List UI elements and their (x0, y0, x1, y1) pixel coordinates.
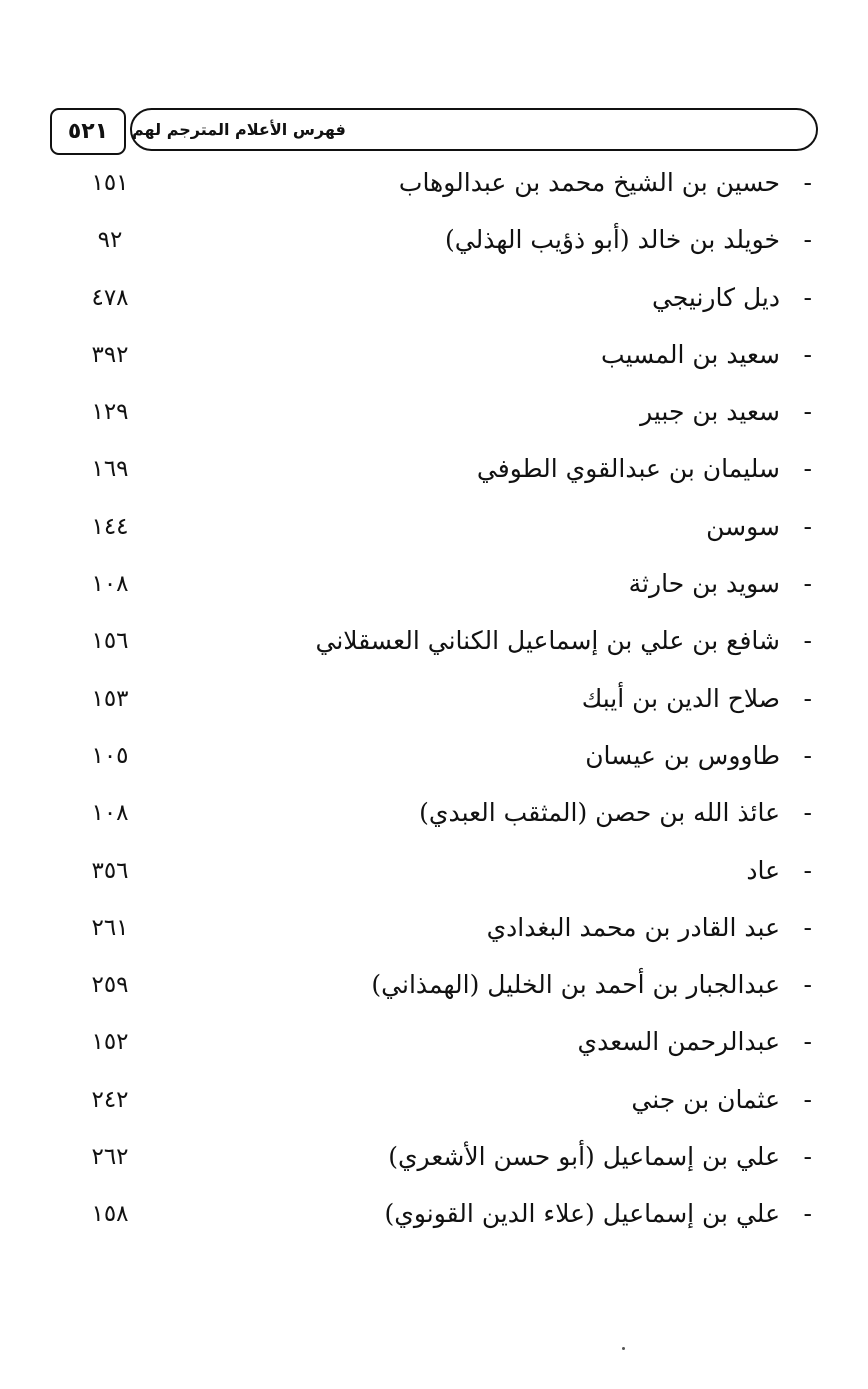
entry-dash: - (803, 683, 812, 713)
index-entry (50, 676, 820, 733)
entry-page-number: ١٠٨ (91, 571, 129, 598)
entry-name: حسين بن الشيخ محمد بن عبدالوهاب (398, 168, 780, 197)
index-list (50, 160, 820, 1249)
index-entry (50, 733, 820, 790)
entry-name: سعيد بن المسيب (601, 339, 780, 369)
entry-page-number: ٣٥٦ (91, 857, 129, 884)
entry-page-number: ١٥٦ (91, 628, 129, 655)
entry-name: شافع بن علي بن إسماعيل الكناني العسقلاني (315, 626, 780, 656)
index-entry (50, 962, 820, 1019)
entry-name: عبدالرحمن السعدي (577, 1027, 780, 1057)
index-entry (50, 504, 820, 561)
page-number: ٥٢١ (50, 108, 126, 155)
entry-dash: - (803, 1027, 812, 1057)
running-title: فهرس الأعلام المترجم لهم (130, 108, 818, 151)
entry-dash: - (803, 225, 812, 255)
entry-dash: - (803, 282, 812, 312)
entry-name: عثمان بن جني (631, 1084, 780, 1114)
entry-page-number: ١٤٤ (91, 513, 129, 540)
entry-dash: - (803, 855, 812, 885)
index-entry (50, 848, 820, 905)
entry-page-number: ١٥١ (91, 170, 129, 196)
entry-name: عائذ الله بن حصن (المثقب العبدي) (419, 798, 780, 828)
entry-dash: - (803, 511, 812, 541)
entry-name: ديل كارنيجي (651, 282, 780, 312)
page-speck (622, 1347, 625, 1350)
entry-dash: - (803, 912, 812, 942)
entry-name: علي بن إسماعيل (علاء الدين القونوي) (384, 1199, 780, 1229)
entry-page-number: ٢٦٢ (91, 1144, 129, 1171)
entry-page-number: ٤٧٨ (91, 284, 129, 311)
entry-page-number: ١٥٢ (91, 1029, 129, 1056)
entry-dash: - (803, 740, 812, 770)
entry-name: طاووس بن عيسان (585, 740, 780, 770)
entry-name: سوسن (706, 511, 780, 541)
page-header (50, 108, 822, 155)
index-entry (50, 389, 820, 446)
entry-dash: - (803, 168, 812, 197)
index-entry (50, 332, 820, 389)
index-entry (50, 160, 820, 217)
entry-dash: - (803, 569, 812, 599)
entry-dash: - (803, 798, 812, 828)
entry-page-number: ١٥٣ (91, 685, 129, 712)
index-entry (50, 217, 820, 274)
entry-dash: - (803, 339, 812, 369)
entry-page-number: ١٦٩ (91, 456, 129, 483)
entry-page-number: ١٢٩ (91, 399, 129, 426)
entry-name: خويلد بن خالد (أبو ذؤيب الهذلي) (445, 225, 780, 255)
index-entry (50, 790, 820, 847)
entry-name: سويد بن حارثة (628, 569, 780, 599)
entry-page-number: ٢٤٢ (91, 1086, 129, 1113)
entry-name: سعيد بن جبير (640, 397, 780, 427)
index-entry (50, 905, 820, 962)
index-entry (50, 275, 820, 332)
entry-page-number: ٩٢ (97, 227, 123, 254)
entry-page-number: ٢٥٩ (91, 972, 129, 999)
entry-dash: - (803, 397, 812, 427)
index-entry (50, 618, 820, 675)
entry-dash: - (803, 970, 812, 1000)
entry-name: عاد (746, 855, 780, 885)
entry-name: صلاح الدين بن أيبك (581, 683, 780, 713)
index-entry (50, 446, 820, 503)
entry-page-number: ١٥٨ (91, 1201, 129, 1228)
entry-name: علي بن إسماعيل (أبو حسن الأشعري) (388, 1142, 780, 1172)
entry-page-number: ١٠٥ (91, 742, 129, 769)
entry-page-number: ١٠٨ (91, 800, 129, 827)
entry-page-number: ٢٦١ (91, 914, 129, 941)
index-entry (50, 1077, 820, 1134)
entry-name: عبد القادر بن محمد البغدادي (486, 912, 780, 942)
index-entry (50, 1134, 820, 1191)
index-entry (50, 1019, 820, 1076)
index-entry (50, 561, 820, 618)
entry-dash: - (803, 1199, 812, 1229)
entry-page-number: ٣٩٢ (91, 341, 129, 368)
entry-dash: - (803, 1142, 812, 1172)
entry-name: عبدالجبار بن أحمد بن الخليل (الهمذاني) (371, 970, 780, 1000)
entry-dash: - (803, 1084, 812, 1114)
index-entry (50, 1191, 820, 1248)
entry-dash: - (803, 454, 812, 484)
entry-name: سليمان بن عبدالقوي الطوفي (476, 454, 780, 484)
entry-dash: - (803, 626, 812, 656)
